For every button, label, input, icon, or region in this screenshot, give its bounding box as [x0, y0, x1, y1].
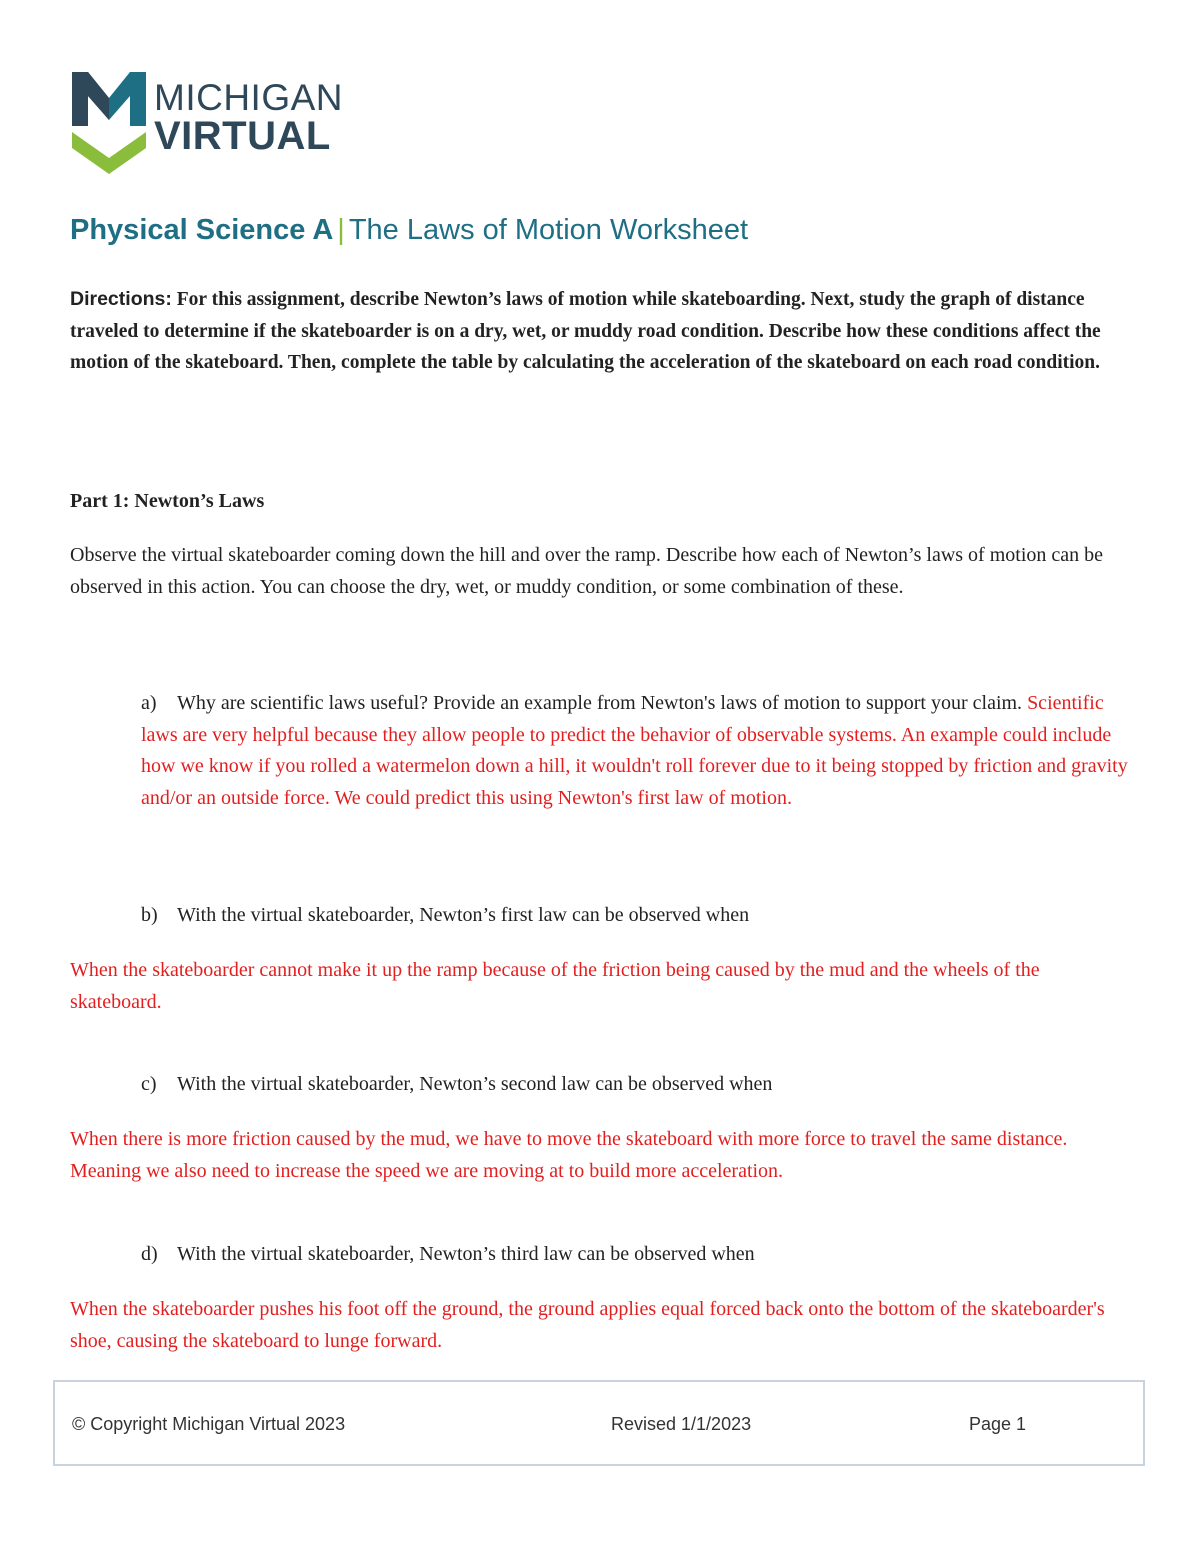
worksheet-title: The Laws of Motion Worksheet	[348, 214, 749, 246]
logo-text-virtual: VIRTUAL	[154, 114, 331, 158]
footer-copyright: © Copyright Michigan Virtual 2023	[72, 1414, 346, 1434]
part1-intro: Observe the virtual skateboarder coming down the hill and over the ramp. Describe how each of Newton’s laws of motion can be observed in this action. You can choose the dry, wet, or muddy condition, or some combination of these.	[70, 544, 1104, 598]
page-title	[70, 212, 748, 248]
answer-c: When there is more friction caused by the mud, we have to move the skateboard with more force to travel the same distance. Meaning we also need to increase the speed we are moving at to build more acceleration.	[70, 1128, 1068, 1182]
footer-revised-date: Revised 1/1/2023	[611, 1414, 752, 1434]
question-d	[141, 1239, 1131, 1271]
page-footer	[53, 1380, 1145, 1466]
question-prompt: Why are scientific laws useful? Provide an example from Newton's laws of motion to support your claim.	[177, 692, 1028, 714]
directions	[70, 284, 1135, 379]
question-marker: a)	[141, 692, 157, 714]
answer-d: When the skateboarder pushes his foot off the ground, the ground applies equal forced back onto the bottom of the skateboarder's shoe, causing the skateboard to lunge forward.	[70, 1298, 1105, 1352]
directions-text: For this assignment, describe Newton’s laws of motion while skateboarding. Next, study the graph of distance traveled to determine if the skateboarder is on a dry, wet, or muddy road condition. Describe how these conditions affect the motion of the skateboard. Then, complete the table by calculating the acceleration of the skateboard on each road condition.	[70, 289, 1101, 373]
part1-heading: Part 1: Newton’s Laws	[70, 490, 265, 512]
question-a	[141, 688, 1131, 814]
logo-mark-icon	[68, 68, 150, 182]
answer-b: When the skateboarder cannot make it up the ramp because of the friction being caused by the mud and the wheels of the skateboard.	[70, 959, 1040, 1013]
question-c	[141, 1069, 1131, 1101]
question-prompt: With the virtual skateboarder, Newton’s second law can be observed when	[177, 1073, 773, 1095]
question-answer: Scientific laws are very helpful because they allow people to predict the behavior of observable systems. An example could include how we know if you rolled a watermelon down a hill, it wouldn't roll forever due to it being stopped by friction and gravity and/or an outside force. We could predict this using Newton's first law of motion.	[141, 692, 1128, 809]
question-marker: d)	[141, 1243, 158, 1265]
course-name: Physical Science A	[70, 214, 334, 246]
logo-text-michigan: MICHIGAN	[154, 77, 343, 118]
michigan-virtual-logo	[68, 68, 358, 182]
directions-label: Directions:	[70, 288, 172, 310]
question-b	[141, 900, 1131, 932]
title-separator: |	[337, 214, 345, 246]
question-prompt: With the virtual skateboarder, Newton’s third law can be observed when	[177, 1243, 755, 1265]
question-marker: c)	[141, 1073, 157, 1095]
footer-page-number: Page 1	[969, 1414, 1027, 1434]
question-prompt: With the virtual skateboarder, Newton’s first law can be observed when	[177, 904, 750, 926]
question-marker: b)	[141, 904, 158, 926]
